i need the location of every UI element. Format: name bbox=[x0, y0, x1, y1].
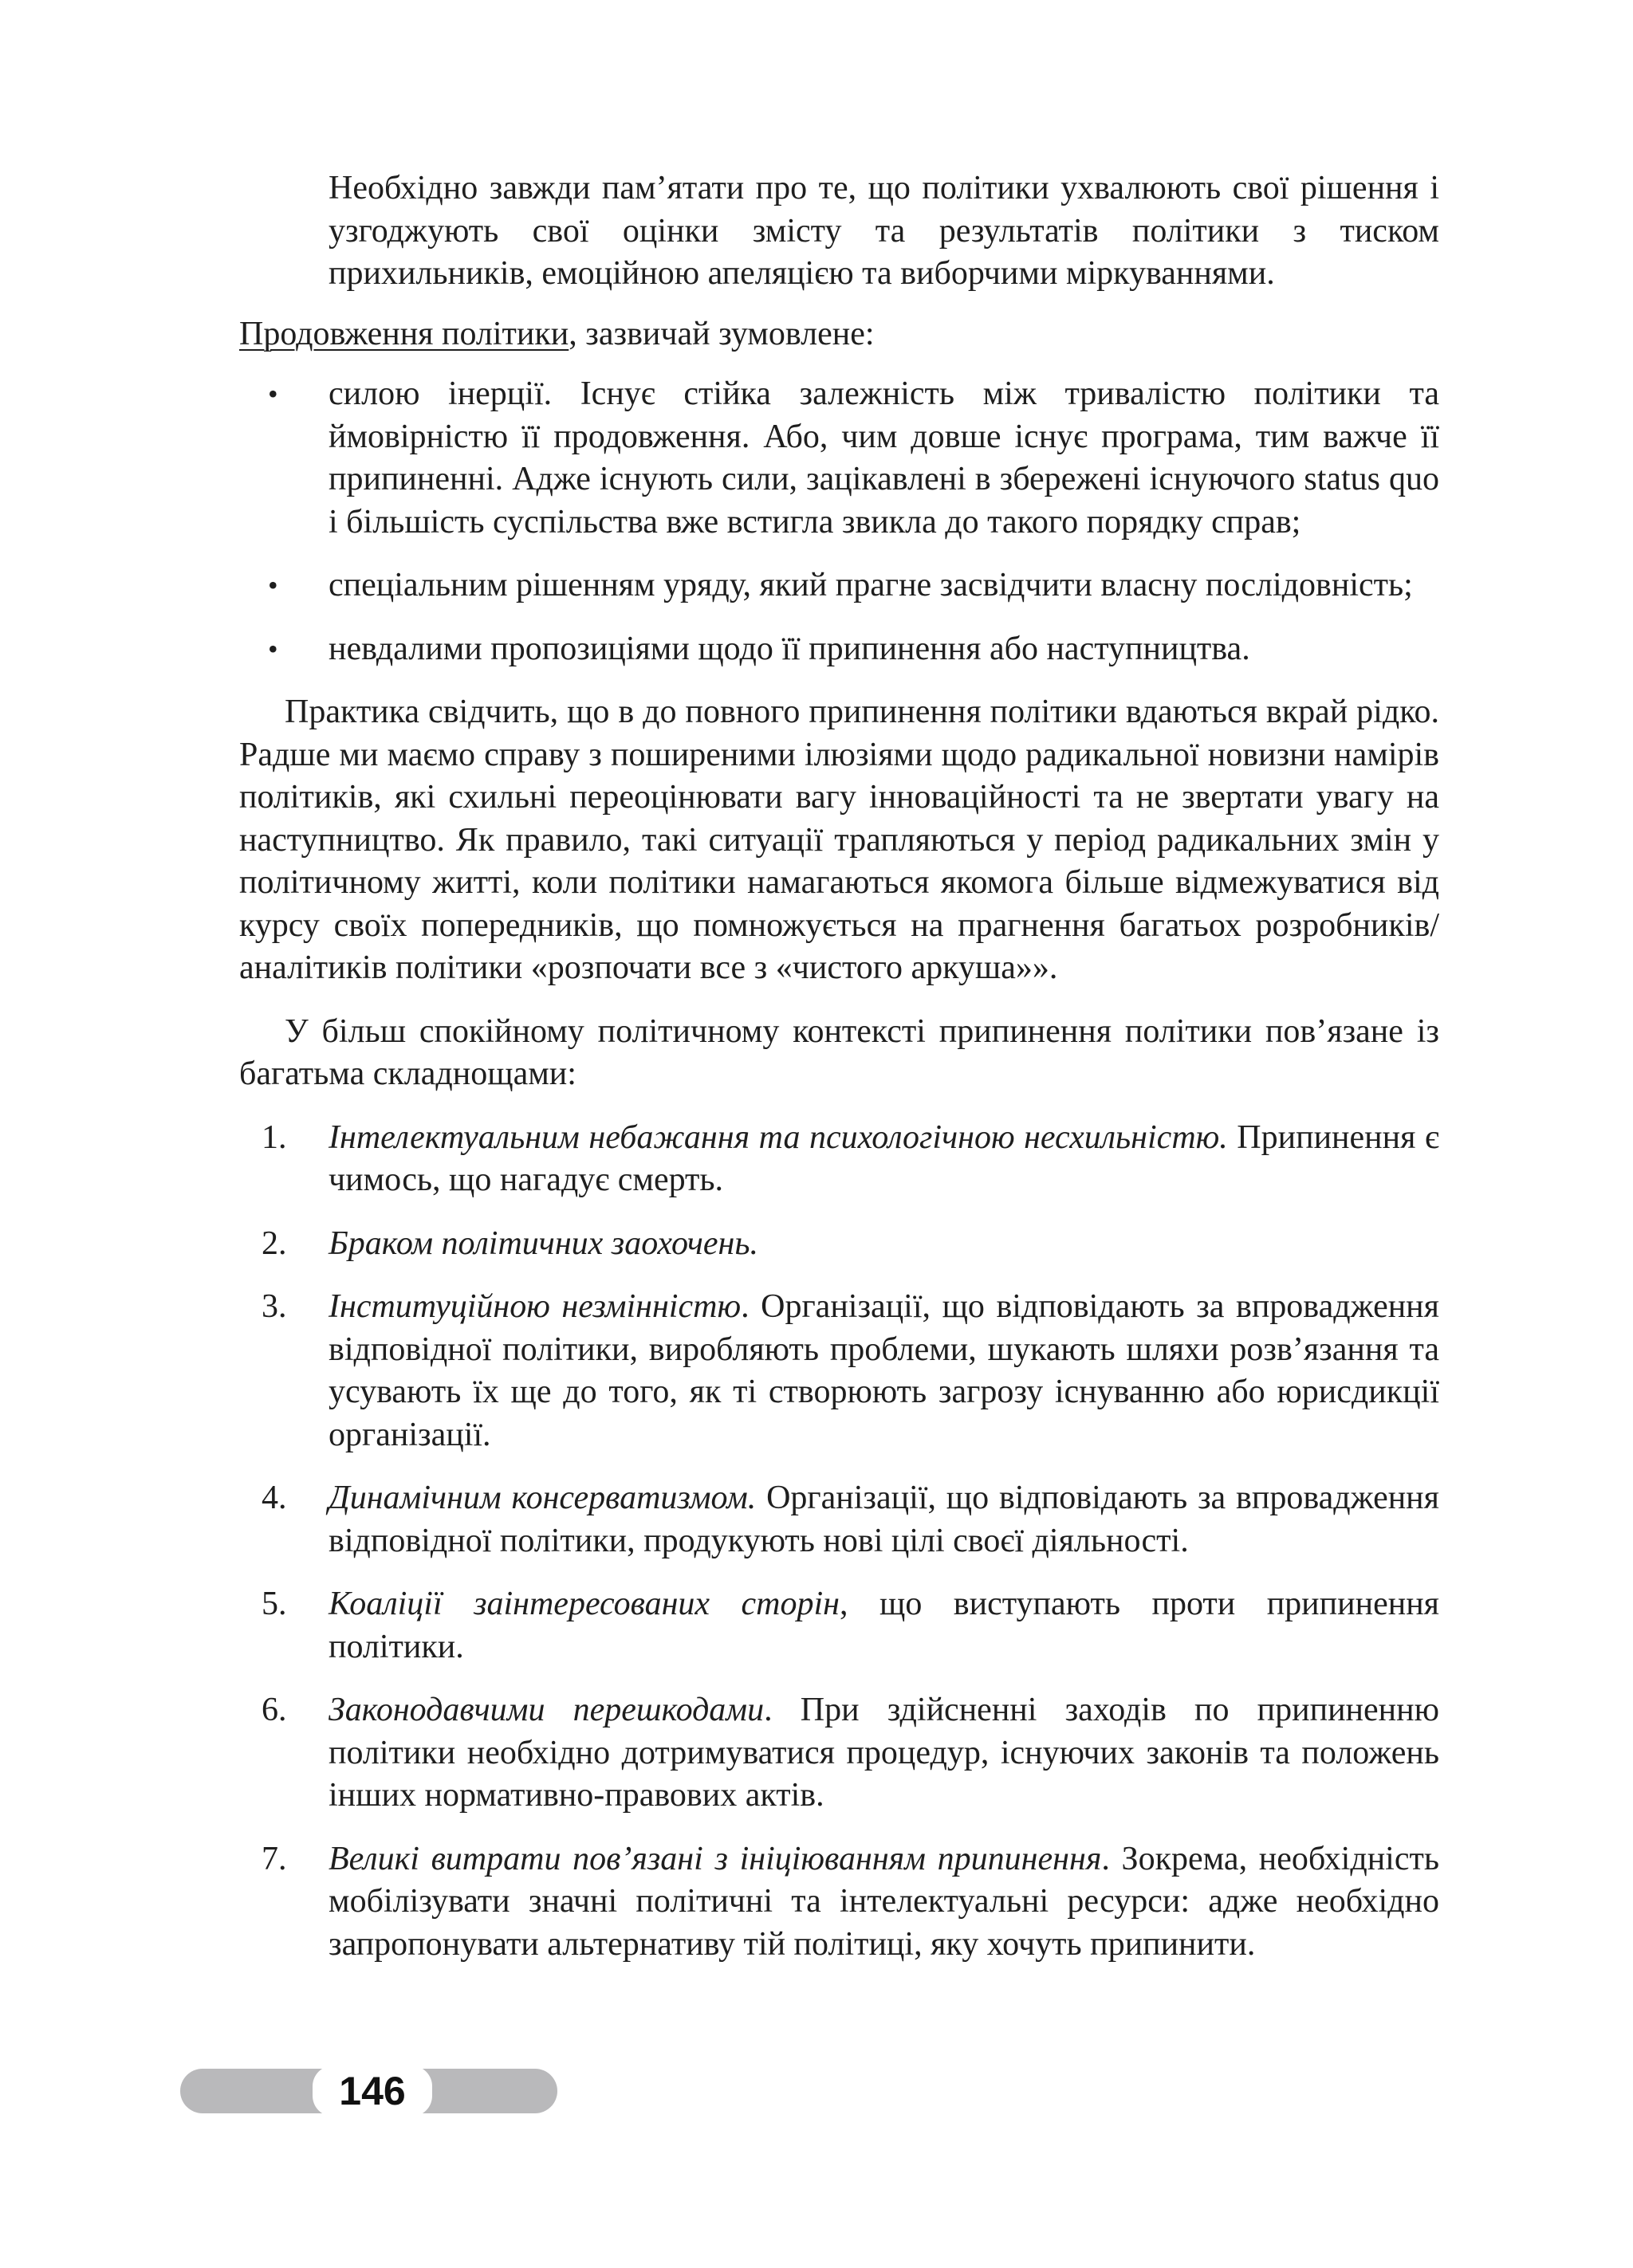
numbered-item bbox=[239, 1583, 1439, 1669]
numbered-item bbox=[239, 1477, 1439, 1562]
bullet-mark: • bbox=[268, 569, 278, 601]
difficulties-numbered-list bbox=[239, 1117, 1439, 1967]
item-number: 6. bbox=[262, 1692, 287, 1728]
page-footer-bar bbox=[180, 2069, 557, 2113]
item-text: Організації, що відповідають за впровадження відповідної політики, продукують нові цілі своєї діяльності. bbox=[329, 1480, 1439, 1559]
intro-paragraph: Необхідно завжди пам’ятати про те, що політики ухвалюють свої рішення і узгоджують свої оцінки змісту та результатів політики з тиском прихильників, емоційною апеляцією та виборчими міркуваннями. bbox=[329, 170, 1439, 292]
page-body bbox=[239, 167, 1439, 1966]
bullet-mark: • bbox=[268, 378, 278, 410]
bullet-text: невдалими пропозиціями щодо її припинення або наступництва. bbox=[329, 630, 1250, 667]
continuation-paragraph bbox=[239, 313, 1439, 356]
bullet-mark: • bbox=[268, 632, 278, 665]
item-text: . Організації, що відповідають за впровадження відповідної політики, виробляють проблеми, шукають шляхи розв’язання та усувають їх ще до того, як ті створюють загрозу існуванню або юрисдикції організації. bbox=[329, 1288, 1439, 1453]
bullet-item bbox=[239, 628, 1439, 671]
continuation-bullet-list bbox=[239, 373, 1439, 670]
numbered-item bbox=[239, 1286, 1439, 1456]
bullet-item bbox=[239, 373, 1439, 544]
item-italic-lead: Інтелектуальним небажання та психологічною несхильністю. bbox=[329, 1118, 1228, 1156]
continuation-heading: Продовження політики bbox=[239, 315, 569, 352]
numbered-item bbox=[239, 1838, 1439, 1967]
item-italic-lead: Коаліції заінтересованих сторін bbox=[329, 1586, 840, 1622]
item-text: . При здійсненні заходів по припиненню політики необхідно дотримуватися процедур, існуючих законів та положень інших нормативно-правових актів. bbox=[329, 1692, 1439, 1814]
item-number: 4. bbox=[262, 1480, 287, 1516]
numbered-item bbox=[239, 1117, 1439, 1202]
item-number: 5. bbox=[262, 1586, 287, 1622]
item-text: . Зокрема, необхідність мобілізувати значні політичні та інтелектуальні ресурси: адже необхідно запропонувати альтернативу тій політиці, яку хочуть припинити. bbox=[329, 1840, 1439, 1963]
bullet-text: силою інерції. Існує стійка залежність між тривалістю політики та ймовірністю її продовження. Або, чим довше існує програма, тим важче її припиненні. Адже існують сили, зацікавлені в збережені існуючого status quo і більшість суспільства вже встигла звикла до такого порядку справ; bbox=[329, 375, 1439, 540]
item-number: 2. bbox=[262, 1224, 287, 1262]
item-number: 3. bbox=[262, 1288, 287, 1325]
practice-paragraph: Практика свідчить, що в до повного припинення політики вдаються вкрай рідко. Радше ми маємо справу з поширеними ілюзіями щодо радикальної новизни намірів політиків, які схильні переоцінювати вагу інноваційності та не звертати увагу на наступництво. Як правило, такі ситуації трапляються у період радикальних змін у політичному житті, коли політики намагаються якомога більше відмежуватися від курсу своїх попередників, що помножується на прагнення багатьох розробників/аналітиків політики «розпочати все з «чистого аркуша»». bbox=[239, 694, 1439, 986]
bullet-text: спеціальним рішенням уряду, який прагне засвідчити власну послідовність; bbox=[329, 567, 1413, 603]
numbered-item bbox=[239, 1689, 1439, 1818]
bullet-item bbox=[239, 564, 1439, 607]
item-italic-lead: Браком політичних заохочень. bbox=[329, 1224, 758, 1262]
item-number: 1. bbox=[262, 1118, 287, 1156]
item-text: , що виступають проти припинення політики. bbox=[329, 1586, 1440, 1665]
item-italic-lead: Динамічним консерватизмом. bbox=[329, 1480, 757, 1516]
item-italic-lead: Великі витрати пов’язані з ініціюванням припинення bbox=[329, 1840, 1102, 1877]
numbered-item bbox=[239, 1223, 1439, 1266]
item-italic-lead: Інституційною незмінністю bbox=[329, 1288, 742, 1325]
continuation-tail: , зазвичай зумовлене: bbox=[569, 315, 875, 352]
item-number: 7. bbox=[262, 1840, 287, 1877]
page-number: 146 bbox=[313, 2066, 432, 2117]
calm-context-paragraph: У більш спокійному політичному контексті припинення політики пов’язане із багатьма складнощами: bbox=[239, 1012, 1439, 1092]
item-italic-lead: Законодавчими перешкодами bbox=[329, 1692, 765, 1728]
item-text: Припинення є чимось, що нагадує смерть. bbox=[329, 1118, 1439, 1198]
